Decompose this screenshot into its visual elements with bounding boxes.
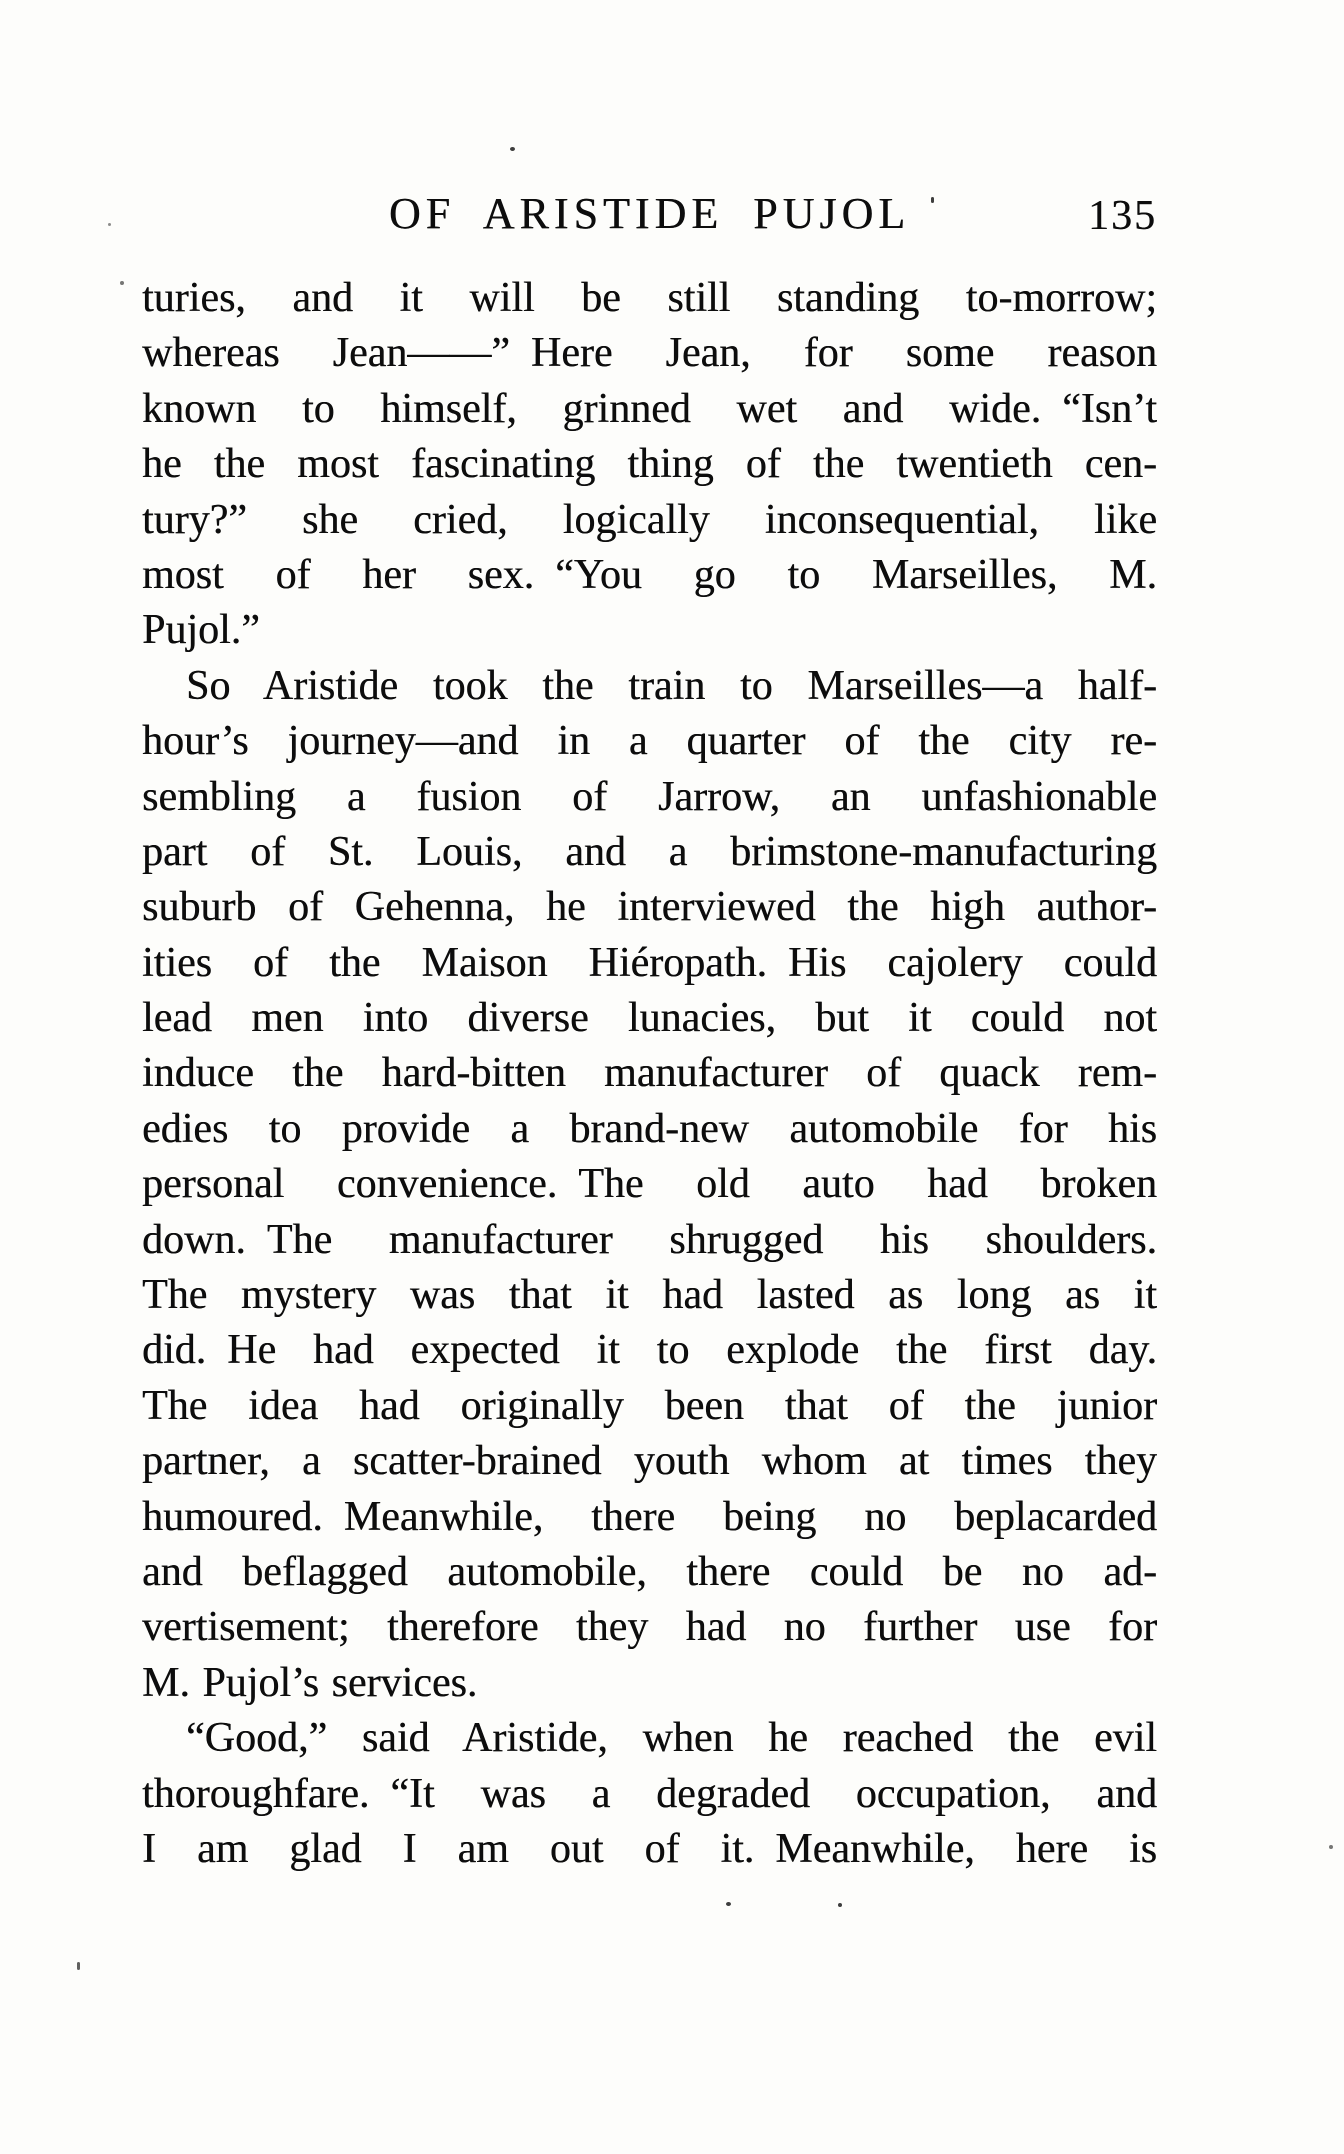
text-line: So Aristide took the train to Marseilles—a half- <box>186 662 1157 709</box>
text-line: hour’s journey—and in a quarter of the city re- <box>142 718 1157 765</box>
text-line: tury?” she cried, logically inconsequential, like <box>142 496 1157 543</box>
text-line: most of her sex. “You go to Marseilles, M. <box>142 551 1157 598</box>
text-line: Pujol.” <box>142 607 260 654</box>
scan-speck <box>838 1903 842 1907</box>
text-line: did. He had expected it to explode the first day. <box>142 1327 1157 1374</box>
scan-speck <box>120 281 124 285</box>
text-line: partner, a scatter-brained youth whom at times they <box>142 1438 1157 1485</box>
page-number: 135 <box>1088 193 1157 239</box>
text-line: M. Pujol’s services. <box>142 1659 478 1706</box>
text-line: thoroughfare. “It was a degraded occupation, and <box>142 1770 1157 1817</box>
running-title: OF ARISTIDE PUJOL <box>388 189 911 238</box>
scan-speck <box>108 223 111 226</box>
text-line: The mystery was that it had lasted as long as it <box>142 1272 1157 1319</box>
text-line: down. The manufacturer shrugged his shoulders. <box>142 1216 1157 1263</box>
text-line: “Good,” said Aristide, when he reached the evil <box>186 1715 1157 1762</box>
text-line: I am glad I am out of it. Meanwhile, here is <box>142 1825 1157 1872</box>
scan-speck <box>77 1962 80 1970</box>
text-line: edies to provide a brand-new automobile for his <box>142 1105 1157 1152</box>
text-line: turies, and it will be still standing to-morrow; <box>142 275 1157 321</box>
scan-speck <box>931 197 934 203</box>
body-text <box>142 271 1157 1877</box>
text-line: whereas Jean——” Here Jean, for some reason <box>142 330 1157 377</box>
text-line: lead men into diverse lunacies, but it could not <box>142 995 1157 1042</box>
text-line: The idea had originally been that of the junior <box>142 1382 1157 1429</box>
text-line: and beflagged automobile, there could be no ad- <box>142 1548 1157 1595</box>
text-line: personal convenience. The old auto had broken <box>142 1161 1157 1208</box>
text-line: sembling a fusion of Jarrow, an unfashionable <box>142 773 1157 820</box>
scan-speck <box>726 1902 731 1906</box>
page-header <box>142 190 1157 242</box>
text-line: he the most fascinating thing of the twentieth cen- <box>142 441 1157 488</box>
text-line: known to himself, grinned wet and wide. “Isn’t <box>142 385 1157 432</box>
text-line: induce the hard-bitten manufacturer of quack rem- <box>142 1050 1157 1097</box>
text-line: humoured. Meanwhile, there being no beplacarded <box>142 1493 1157 1540</box>
text-line: vertisement; therefore they had no further use for <box>142 1604 1157 1651</box>
text-line: suburb of Gehenna, he interviewed the high author- <box>142 884 1157 931</box>
text-line: ities of the Maison Hiéropath. His cajolery could <box>142 939 1157 986</box>
scan-speck <box>510 147 515 151</box>
text-line: part of St. Louis, and a brimstone-manufacturing <box>142 828 1157 875</box>
scan-speck <box>1329 1845 1333 1849</box>
